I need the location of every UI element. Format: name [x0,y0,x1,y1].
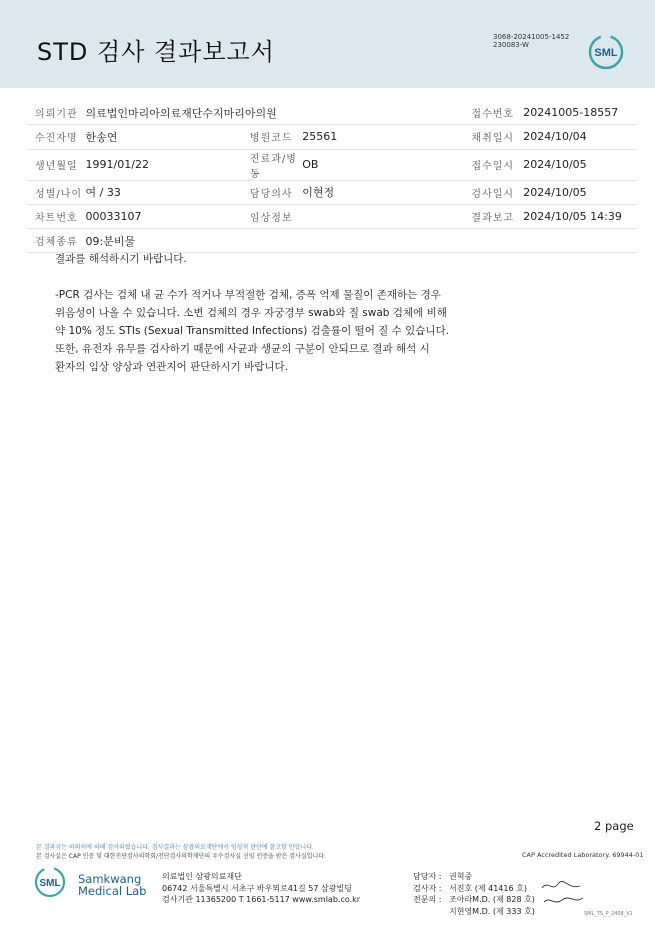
info-row [27,101,637,125]
staff-name: 조아라M.D. (제 828 호) [449,895,535,904]
page-number: 2 page [594,819,634,833]
chart-no-label: 차트번호 [27,204,86,228]
specimen-value: 09:분비물 [86,229,637,253]
sml-logo-icon [588,34,624,70]
institution-label: 의뢰기관 [27,101,86,125]
report-date-value: 2024/10/05 14:39 [523,204,637,228]
staff-row [413,894,535,906]
department-value: OB [302,149,463,180]
report-date-label: 결과보고 [463,204,523,228]
chart-no-value: 00033107 [86,204,242,228]
sml-logo-text: SML [594,47,618,59]
staff-role: 담당자 : [413,872,442,881]
hospital-code-value: 25561 [302,125,463,149]
clinical-info-label: 임상정보 [242,204,302,228]
specimen-label: 검체종류 [27,229,86,253]
info-row [27,149,637,180]
staff-row [413,871,535,883]
test-date-label: 검사일시 [463,180,523,204]
brand-line-1: Samkwang [78,872,142,886]
institution-value: 의료법인마리아의료재단수지마리아의원 [86,101,464,125]
receipt-no-label: 접수번호 [463,101,523,125]
comment-spacer [55,268,505,286]
document-code-1: 3068-20241005-1452 [493,33,570,41]
footer-sml-logo-text: SML [39,878,61,889]
result-comments [55,250,505,376]
receipt-date-value: 2024/10/05 [523,149,637,180]
birth-date-label: 생년월일 [27,149,86,180]
staff-role: 전문의 : [413,895,442,904]
staff-name: 권혁중 [449,872,473,881]
receipt-no-value: 20241005-18557 [523,101,637,125]
info-row [27,125,637,149]
comment-intro: 결과를 해석하시기 바랍니다. [55,253,187,265]
comment-line: 약 10% 정도 STIs (Sexual Transmitted Infections) 검출률이 떨어 질 수 있습니다. [55,325,450,337]
test-date-value: 2024/10/05 [523,180,637,204]
doctor-label: 담당의사 [242,180,302,204]
footer-address-block [162,871,360,906]
document-title: STD 검사 결과보고서 [37,38,275,66]
staff-name: 서진호 (제 41416 호) [449,883,527,893]
birth-date-value: 1991/01/22 [86,149,242,180]
staff-row [413,906,535,918]
signature-icon [540,878,585,910]
comment-line: 위음성이 나올 수 있습니다. 소변 검체의 경우 자궁경부 swab와 질 swab 검체에 비해 [55,307,447,319]
comment-line: 환자의 임상 양상과 연관지어 판단하시기 바랍니다. [55,361,289,373]
receipt-date-label: 접수일시 [463,149,523,180]
collect-date-value: 2024/10/04 [523,125,637,149]
document-code-2: 230083-W [493,41,529,49]
staff-role: 검사자 : [413,883,442,893]
footer-notice-2: 본 검사실은 CAP 인증 및 대한진단검사의학회/진단검사의학재단의 우수검사실 신임 인증을 받은 검사실입니다. [36,853,326,860]
brand-line-2: Medical Lab [78,884,147,898]
footer-staff [413,871,535,917]
doctor-value: 이현정 [302,180,463,204]
patient-name-value: 한송연 [86,125,242,149]
info-row [27,204,637,228]
department-label: 진료과/병동 [242,149,302,180]
cap-accreditation: CAP Accredited Laboratory. 69944-01 [522,851,644,859]
footer-brand [78,873,146,897]
patient-info-table [27,101,637,253]
hospital-code-label: 병원코드 [242,125,302,149]
footer-org: 의료법인 삼광의료재단 [162,872,242,881]
sex-age-value: 여 / 33 [86,180,242,204]
clinical-info-value [302,204,463,228]
info-row [27,180,637,204]
staff-name: 지현영M.D. (제 333 호) [449,906,535,916]
document-codes [493,33,569,49]
comment-line: -PCR 검사는 검체 내 균 수가 적거나 부적절한 검체, 증폭 억제 물질이 존재하는 경우 [55,289,441,301]
footer-notice-1: 본 결과지는 의뢰처에 의해 검사되었습니다. 검사결과는 삼광의료재단에서 임상적 판단에 참고할 만합니다. [36,844,314,851]
form-version: SML_TS_P_2408_V1 [584,911,633,917]
comment-line: 또한, 유전자 유무를 검사하기 때문에 사균과 생균의 구분이 안되므로 결과 해석 시 [55,343,430,355]
sex-age-label: 성별/나이 [27,180,86,204]
footer-contact: 검사기관 11365200 T 1661-5117 www.smlab.co.kr [162,895,361,904]
collect-date-label: 채취일시 [463,125,523,149]
footer-sml-logo-icon [34,866,70,898]
staff-row [413,883,535,895]
footer-address: 06742 서울특별시 서초구 바우뫼로41길 57 삼광빌딩 [162,883,352,893]
patient-name-label: 수진자명 [27,125,86,149]
